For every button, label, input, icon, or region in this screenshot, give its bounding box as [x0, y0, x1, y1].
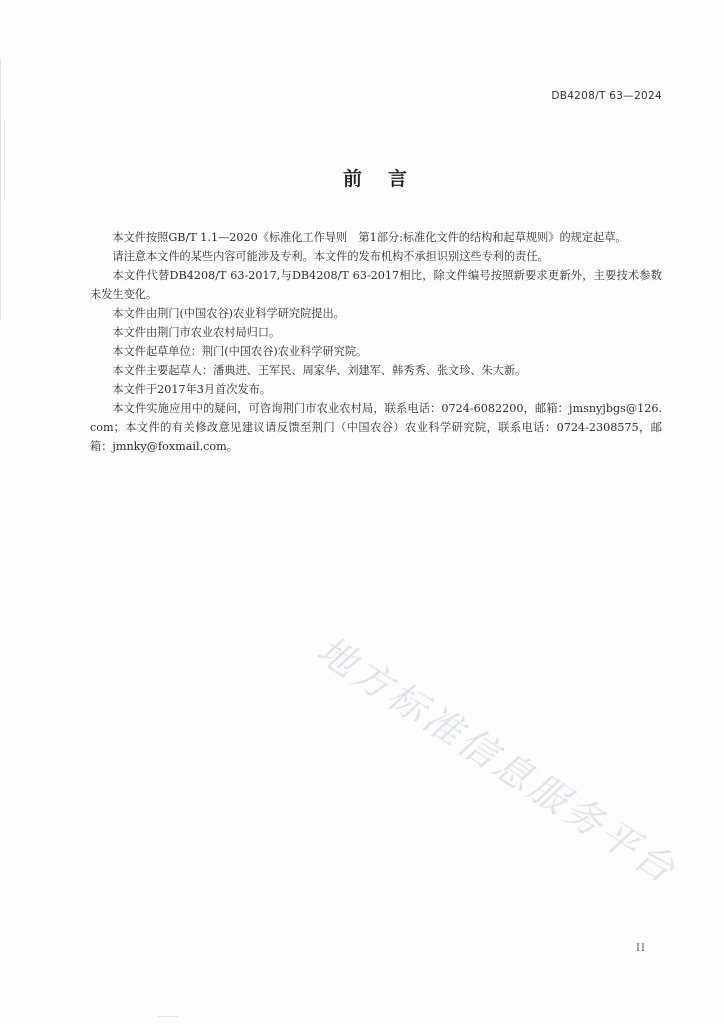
paragraph-centralized-by: 本文件由荆门市农业农村局归口。: [112, 326, 281, 339]
paragraph-first-release: 本文件于2017年3月首次发布。: [112, 383, 272, 396]
page-title: 前言: [342, 168, 433, 190]
paragraph-drafters: 本文件主要起草人：潘典进、王军民、周家华、刘建军、韩秀秀、张文珍、朱大新。: [112, 364, 527, 377]
watermark-text: 地方标准信息服务平台: [309, 627, 686, 894]
paragraph-patent-notice: 请注意本文件的某些内容可能涉及专利。本文件的发布机构不承担识别这些专利的责任。: [112, 250, 549, 263]
paragraph-contact-info: 本文件实施应用中的疑问，可咨询荆门市农业农村局，联系电话：0724-6082200，邮箱：jmsnyjbgs@126.com；本文件的有关修改意见建议请反馈至荆门（中国农谷）农业科学研究院，联系电话：0724-2308575，邮箱：jmnky@foxmail.com。: [90, 402, 662, 453]
foreword-body: [90, 228, 662, 456]
paragraph-proposed-by: 本文件由荆门(中国农谷)农业科学研究院提出。: [112, 307, 345, 320]
paragraph-drafting-rules: 本文件按照GB/T 1.1—2020《标准化工作导则 第1部分:标准化文件的结构和起草规则》的规定起草。: [112, 231, 627, 244]
scan-mark-artifact: [158, 1016, 178, 1017]
page-number: II: [636, 943, 646, 954]
document-code: DB4208/T 63—2024: [551, 90, 662, 102]
paragraph-replaces: 本文件代替DB4208/T 63-2017,与DB4208/T 63-2017相比，除文件编号按照新要求更新外，主要技术参数未发生变化。: [90, 269, 662, 301]
paragraph-drafting-unit: 本文件起草单位：荆门(中国农谷)农业科学研究院。: [112, 345, 368, 358]
